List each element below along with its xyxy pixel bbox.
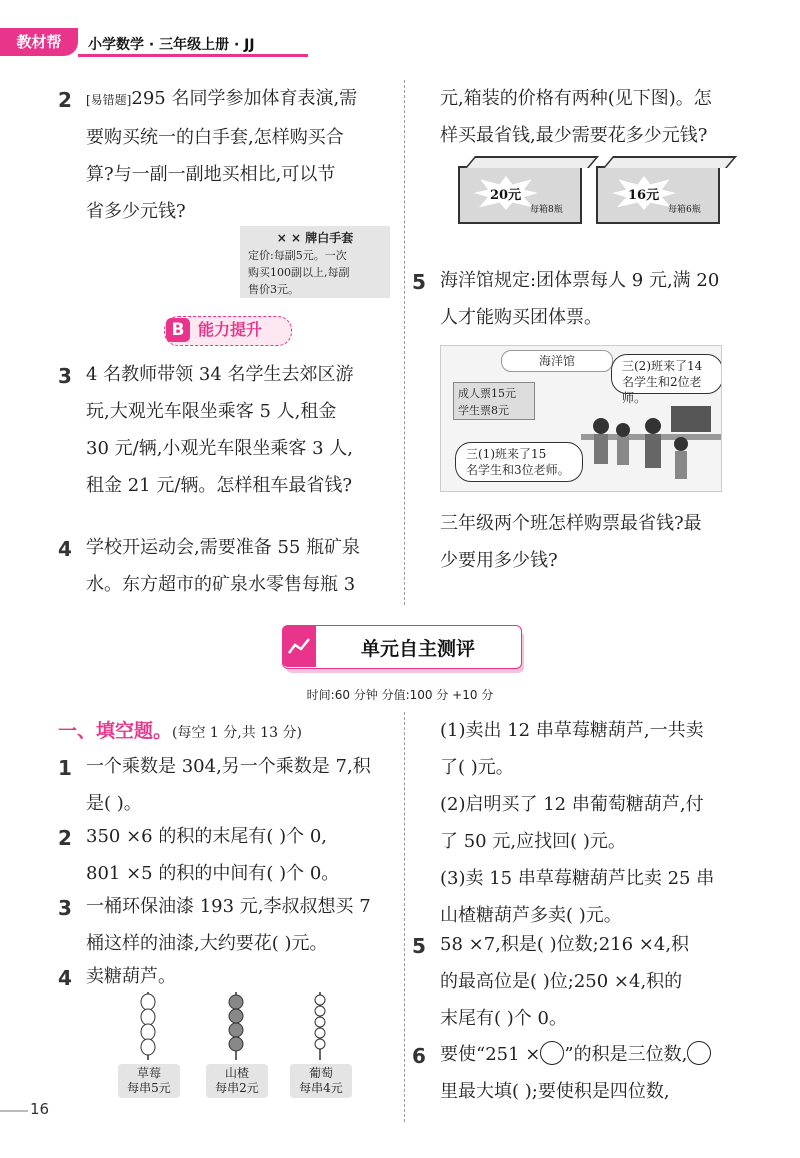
badge-letter: B bbox=[166, 318, 190, 342]
hawthorn-skewer-icon bbox=[229, 992, 243, 1060]
text-line: (3)卖 15 串草莓糖葫芦比卖 25 串 bbox=[440, 868, 715, 889]
text-line: 元,箱装的价格有两种(见下图)。怎 bbox=[440, 88, 712, 109]
speech-bubble-class-2 bbox=[611, 354, 722, 405]
text-line: 一桶环保油漆 193 元,李叔叔想买 7 bbox=[86, 896, 371, 917]
text-line: (2)启明买了 12 串葡萄糖葫芦,付 bbox=[440, 794, 704, 815]
question-number: 4 bbox=[58, 537, 72, 561]
skewer-name: 草莓 bbox=[136, 1066, 161, 1080]
text-line: 海洋馆规定:团体票每人 9 元,满 20 bbox=[440, 270, 720, 291]
text-line: 了 50 元,应找回( )元。 bbox=[440, 831, 626, 852]
text-line: 了( )元。 bbox=[440, 757, 514, 778]
skewer-label-strawberry bbox=[118, 1064, 180, 1098]
aquarium-illustration bbox=[440, 345, 722, 492]
badge-label: 能力提升 bbox=[198, 320, 263, 339]
column-divider-top bbox=[404, 80, 405, 605]
skewer-label-grape bbox=[290, 1064, 352, 1098]
bubble-line: 三(2)班来了14 bbox=[622, 359, 703, 373]
text-line: 58 ×7,积是( )位数;216 ×4,积 bbox=[440, 934, 690, 955]
question-number: 1 bbox=[58, 756, 72, 780]
text-line: 一个乘数是 304,另一个乘数是 7,积 bbox=[86, 756, 371, 777]
notice-line: 购买100副以上,每副 bbox=[248, 266, 350, 279]
text-line: 要购买统一的白手套,怎样购买合 bbox=[86, 127, 344, 148]
box-note: 每箱6瓶 bbox=[668, 205, 701, 215]
error-prone-tag: [易错题] bbox=[86, 93, 132, 107]
bubble-line: 名学生和2位老师。 bbox=[622, 375, 702, 405]
question-number: 2 bbox=[58, 826, 72, 850]
skewer-label-hawthorn bbox=[206, 1064, 268, 1098]
ticket-price: 学生票8元 bbox=[458, 404, 509, 417]
chart-trend-icon bbox=[282, 625, 316, 667]
notice-line: 定价:每副5元。一次 bbox=[248, 249, 347, 262]
question-number: 4 bbox=[58, 966, 72, 990]
strawberry-skewer-icon bbox=[141, 992, 155, 1060]
question-number: 2 bbox=[58, 88, 72, 112]
people-drawing bbox=[581, 396, 721, 491]
text-line: 里最大填( );要使积是四位数, bbox=[440, 1081, 670, 1102]
box-price: 20元 bbox=[490, 188, 522, 203]
text-line: 三年级两个班怎样购票最省钱?最 bbox=[440, 513, 702, 534]
text-line: 4 名教师带领 34 名学生去郊区游 bbox=[86, 364, 354, 385]
fill-3-text bbox=[86, 888, 398, 962]
text-line: 卖糖葫芦。 bbox=[86, 966, 176, 987]
fill-2-text bbox=[86, 818, 398, 892]
blank-circle bbox=[540, 1041, 564, 1065]
skewer-name: 山楂 bbox=[224, 1066, 249, 1080]
water-box-6 bbox=[596, 166, 720, 224]
grape-skewer-icon bbox=[315, 992, 325, 1060]
bubble-line: 三(1)班来了15 bbox=[466, 447, 547, 461]
page-number-rule bbox=[0, 1110, 28, 1112]
question-number: 6 bbox=[412, 1044, 426, 1068]
text-line: 算?与一副一副地买相比,可以节 bbox=[86, 164, 336, 185]
question-4-continued bbox=[440, 80, 750, 154]
text-segment: 要使“251 × bbox=[440, 1044, 541, 1065]
question-number: 3 bbox=[58, 896, 72, 920]
skewer-price: 每串4元 bbox=[299, 1081, 343, 1095]
speech-bubble-class-1 bbox=[455, 442, 583, 482]
text-line: 少要用多少钱? bbox=[440, 550, 558, 571]
fill-1-text bbox=[86, 748, 398, 822]
box-price: 16元 bbox=[628, 188, 660, 203]
question-number: 3 bbox=[58, 364, 72, 388]
aquarium-sign: 海洋馆 bbox=[501, 350, 613, 372]
text-line: 人才能购买团体票。 bbox=[440, 307, 602, 328]
fill-4-subquestions bbox=[440, 712, 760, 934]
page-number: 16 bbox=[30, 1100, 50, 1118]
text-line: 水。东方超市的矿泉水零售每瓶 3 bbox=[86, 574, 356, 595]
notice-title: × × 牌白手套 bbox=[276, 231, 354, 245]
fill-5-text bbox=[440, 926, 760, 1037]
text-segment: ”的积是三位数, bbox=[564, 1044, 688, 1065]
fill-section-heading bbox=[58, 716, 302, 743]
fill-heading: 一、填空题。 bbox=[58, 720, 173, 742]
bubble-line: 名学生和3位老师。 bbox=[466, 463, 570, 477]
text-line: 省多少元钱? bbox=[86, 201, 186, 222]
fill-heading-note: (每空 1 分,共 13 分) bbox=[172, 725, 302, 741]
question-2-text bbox=[86, 80, 396, 230]
blank-circle bbox=[687, 1041, 711, 1065]
question-4-text bbox=[86, 529, 396, 603]
time-and-score: 时间:60 分钟 分值:100 分 +10 分 bbox=[306, 688, 494, 702]
text-line: 桶这样的油漆,大约要花( )元。 bbox=[86, 933, 328, 954]
text-line: 350 ×6 的积的末尾有( )个 0, bbox=[86, 826, 327, 847]
text-line: 801 ×5 的积的中间有( )个 0。 bbox=[86, 863, 340, 884]
text-line: 样买最省钱,最少需要花多少元钱? bbox=[440, 125, 708, 146]
text-line: 30 元/辆,小观光车限坐乘客 3 人, bbox=[86, 438, 354, 459]
column-divider-bottom bbox=[404, 712, 405, 1122]
question-number: 5 bbox=[412, 270, 426, 294]
box-note: 每箱8瓶 bbox=[530, 205, 563, 215]
glove-price-notice bbox=[240, 226, 390, 298]
section-title: 单元自主测评 bbox=[360, 638, 475, 660]
header-tag: 教材帮 bbox=[0, 28, 78, 56]
text-line: 末尾有( )个 0。 bbox=[440, 1008, 567, 1029]
text-line: (1)卖出 12 串草莓糖葫芦,一共卖 bbox=[440, 720, 704, 741]
text-line: 租金 21 元/辆。怎样租车最省钱? bbox=[86, 475, 353, 496]
header-underline bbox=[78, 54, 308, 57]
text-line: 学校开运动会,需要准备 55 瓶矿泉 bbox=[86, 537, 361, 558]
header-title: 小学数学 · 三年级上册 · JJ bbox=[88, 37, 255, 53]
water-box-8 bbox=[458, 166, 582, 224]
skewer-name: 葡萄 bbox=[308, 1066, 333, 1080]
skewer-price: 每串5元 bbox=[127, 1081, 171, 1095]
text-line: 是( )。 bbox=[86, 793, 142, 814]
ticket-price-board bbox=[453, 382, 535, 420]
notice-line: 售价3元。 bbox=[248, 283, 299, 296]
ticket-price: 成人票15元 bbox=[458, 387, 516, 400]
fill-6-text bbox=[440, 1036, 760, 1110]
question-number: 5 bbox=[412, 934, 426, 958]
text-line: 的最高位是( )位;250 ×4,积的 bbox=[440, 971, 683, 992]
text-line: 玩,大观光车限坐乘客 5 人,租金 bbox=[86, 401, 337, 422]
candied-fruit-skewers bbox=[100, 990, 360, 1062]
skewer-price: 每串2元 bbox=[215, 1081, 259, 1095]
question-3-text bbox=[86, 356, 396, 504]
text-line: 295 名同学参加体育表演,需 bbox=[131, 88, 358, 109]
question-5-text bbox=[440, 262, 750, 336]
text-line: 山楂糖葫芦多卖( )元。 bbox=[440, 905, 622, 926]
question-5-ask bbox=[440, 505, 750, 579]
